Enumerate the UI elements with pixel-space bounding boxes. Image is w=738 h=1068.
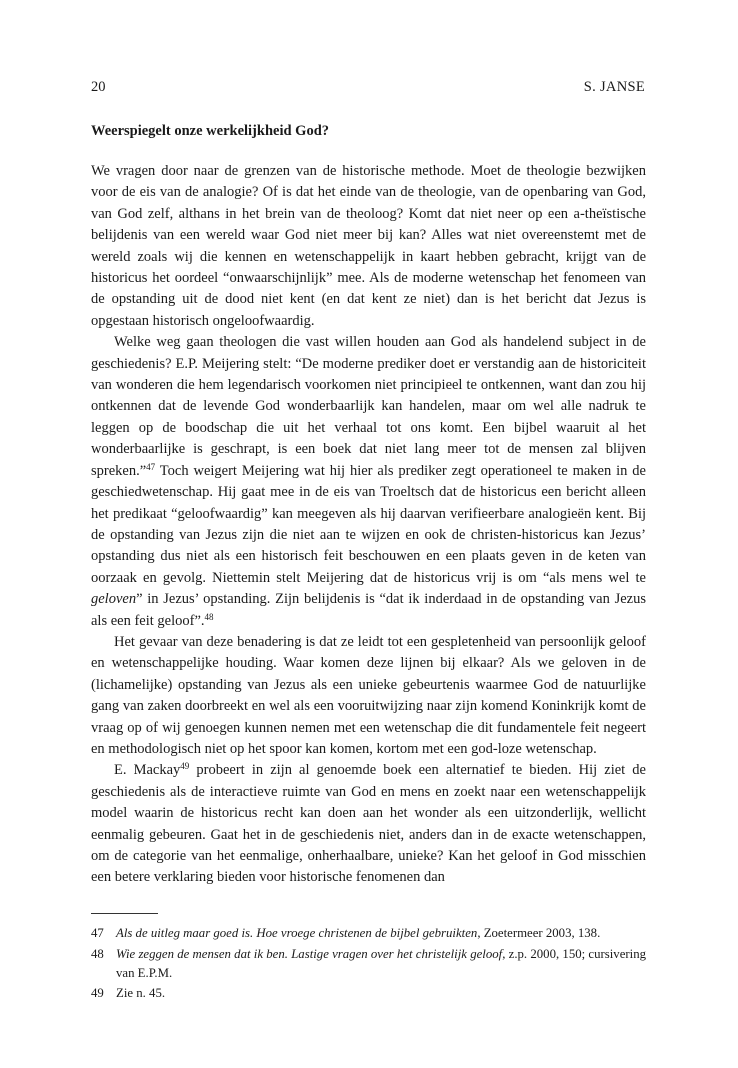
footnote-ref-47[interactable]: 47 [146,461,156,472]
footnote-title: Wie zeggen de mensen dat ik ben. Lastige vragen over het christelijk geloof [116,946,503,961]
running-head: S. JANSE [583,79,645,95]
footnote [91,984,646,1003]
footnote-ref-49[interactable]: 49 [180,761,190,772]
footnote [91,924,646,943]
paragraph-2 [91,332,646,632]
paragraph-4-part-b: probeert in zijn al genoemde boek een alternatief te bieden. Hij ziet de geschiedenis als de interactieve ruimte van God en mens en zoekt naar een wetenschappelijk model waarin de historicus recht kan doen aan het wonder als een uitzonderlijk, wellicht eenmalig gebeuren. Gaat het in de geschiedenis niet, anders dan in de exacte wetenschappen, om de categorie van het eenmalige, onherhaalbare, unieke? Kan het geloof in God misschien een betere verklaring bieden voor historische fenomenen dan [91,762,646,886]
footnote-text [116,984,646,1003]
paragraph-4 [91,760,646,888]
footnotes [91,924,646,1005]
footnote-text [116,924,646,943]
section-heading: Weerspiegelt onze werkelijkheid God? [91,123,330,139]
paragraph-2-part-b: Toch weigert Meijering wat hij hier als prediker zegt operationeel te maken in de geschiedwetenschap. Hij gaat mee in de eis van Troeltsch dat de historicus een bericht alleen het predikaat “geloofwaardig” kan meegeven als hij daarvan verifieerbare analogieën kent. Bij de opstanding van Jezus zijn die niet aan te wijzen en ook de christen-historicus kan Jezus’ opstanding dus niet als een historisch feit beschouwen en een plaats geven in de keten van oorzaak en gevolg. Niettemin stelt Meijering dat de historicus vrij is om “als mens wel te [91,462,646,586]
footnote-number: 48 [91,946,104,961]
paragraph-1: We vragen door naar de grenzen van de historische methode. Moet de theologie bezwijken voor de eis van de analogie? Of is dat het einde van de theologie, van de openbaring van God, van God zelf, althans in het brein van de theoloog? Komt dat niet neer op een a-theïstische belijdenis van een wereld waar God niet meer bij kan? Alles wat niet overeenstemt met de wereld zoals wij die kennen en wetenschappelijk in kaart hebben gebracht, krijgt van de historicus het oordeel “onwaarschijnlijk” mee. Als de moderne wetenschap het fenomeen van de opstanding uit de dood niet kent (en dat kent ze niet) dan is het bericht dat Jezus is opgestaan historisch ongeloofwaardig. [91,163,646,329]
footnote [91,945,646,983]
paragraph-2-part-c: ” in Jezus’ opstanding. Zijn belijdenis is “dat ik inderdaad in de opstanding van Jezus als een feit geloof”. [91,591,646,629]
footnote-rest: , Zoetermeer 2003, 138. [477,926,601,940]
paragraph-4-part-a: E. Mackay [114,762,181,779]
footnote-rest: Zie n. 45. [116,986,166,1001]
paragraph-2-part-a: Welke weg gaan theologen die vast willen houden aan God als handelend subject in de geschiedenis? E.P. Meijering stelt: “De moderne prediker doet er verstandig aan de historiciteit van wonderen die hem legendarisch voorkomen niet principieel te ontkennen, want dan zou hij ontkennen dat de levende God wonderbaarlijk kan handelen, maar om wel alle nadruk te leggen op de boodschap die uit het verhaal tot ons komt. Een bijbel waaruit al het wonderbaarlijke is geschrapt, is een boek dat niet lang meer tot de mensen zal blijven spreken.” [91,334,646,479]
paragraph-3: Het gevaar van deze benadering is dat ze leidt tot een gespletenheid van persoonlijk geloof en wetenschappelijke houding. Waar komen deze lijnen bij elkaar? Als we geloven in de (lichamelijke) opstanding van Jezus als een unieke gebeurtenis waarmee God de natuurlijke gang van zaken doorbreekt en wel als een vooruitwijzing naar zijn komend Koninkrijk komt de vraag op of wij genoegen kunnen nemen met een wetenschap die dit fundamentele feit negeert en methodologisch niet op het spoor kan komen, kortom met een god-loze wetenschap. [91,633,646,757]
paragraph-2-emphasis: geloven [91,591,137,608]
footnote-rest: , z.p. 2000, 150; cursivering van E.P.M. [116,946,646,980]
footnote-ref-48[interactable]: 48 [204,611,214,622]
footnote-number: 49 [91,986,104,1001]
footnote-title: Als de uitleg maar goed is. Hoe vroege christenen de bijbel gebruikten [116,926,478,940]
footnote-separator [91,913,158,914]
footnote-text [116,945,646,983]
body-text [91,161,646,889]
footnote-number: 47 [91,926,104,940]
page-number: 20 [91,79,106,95]
